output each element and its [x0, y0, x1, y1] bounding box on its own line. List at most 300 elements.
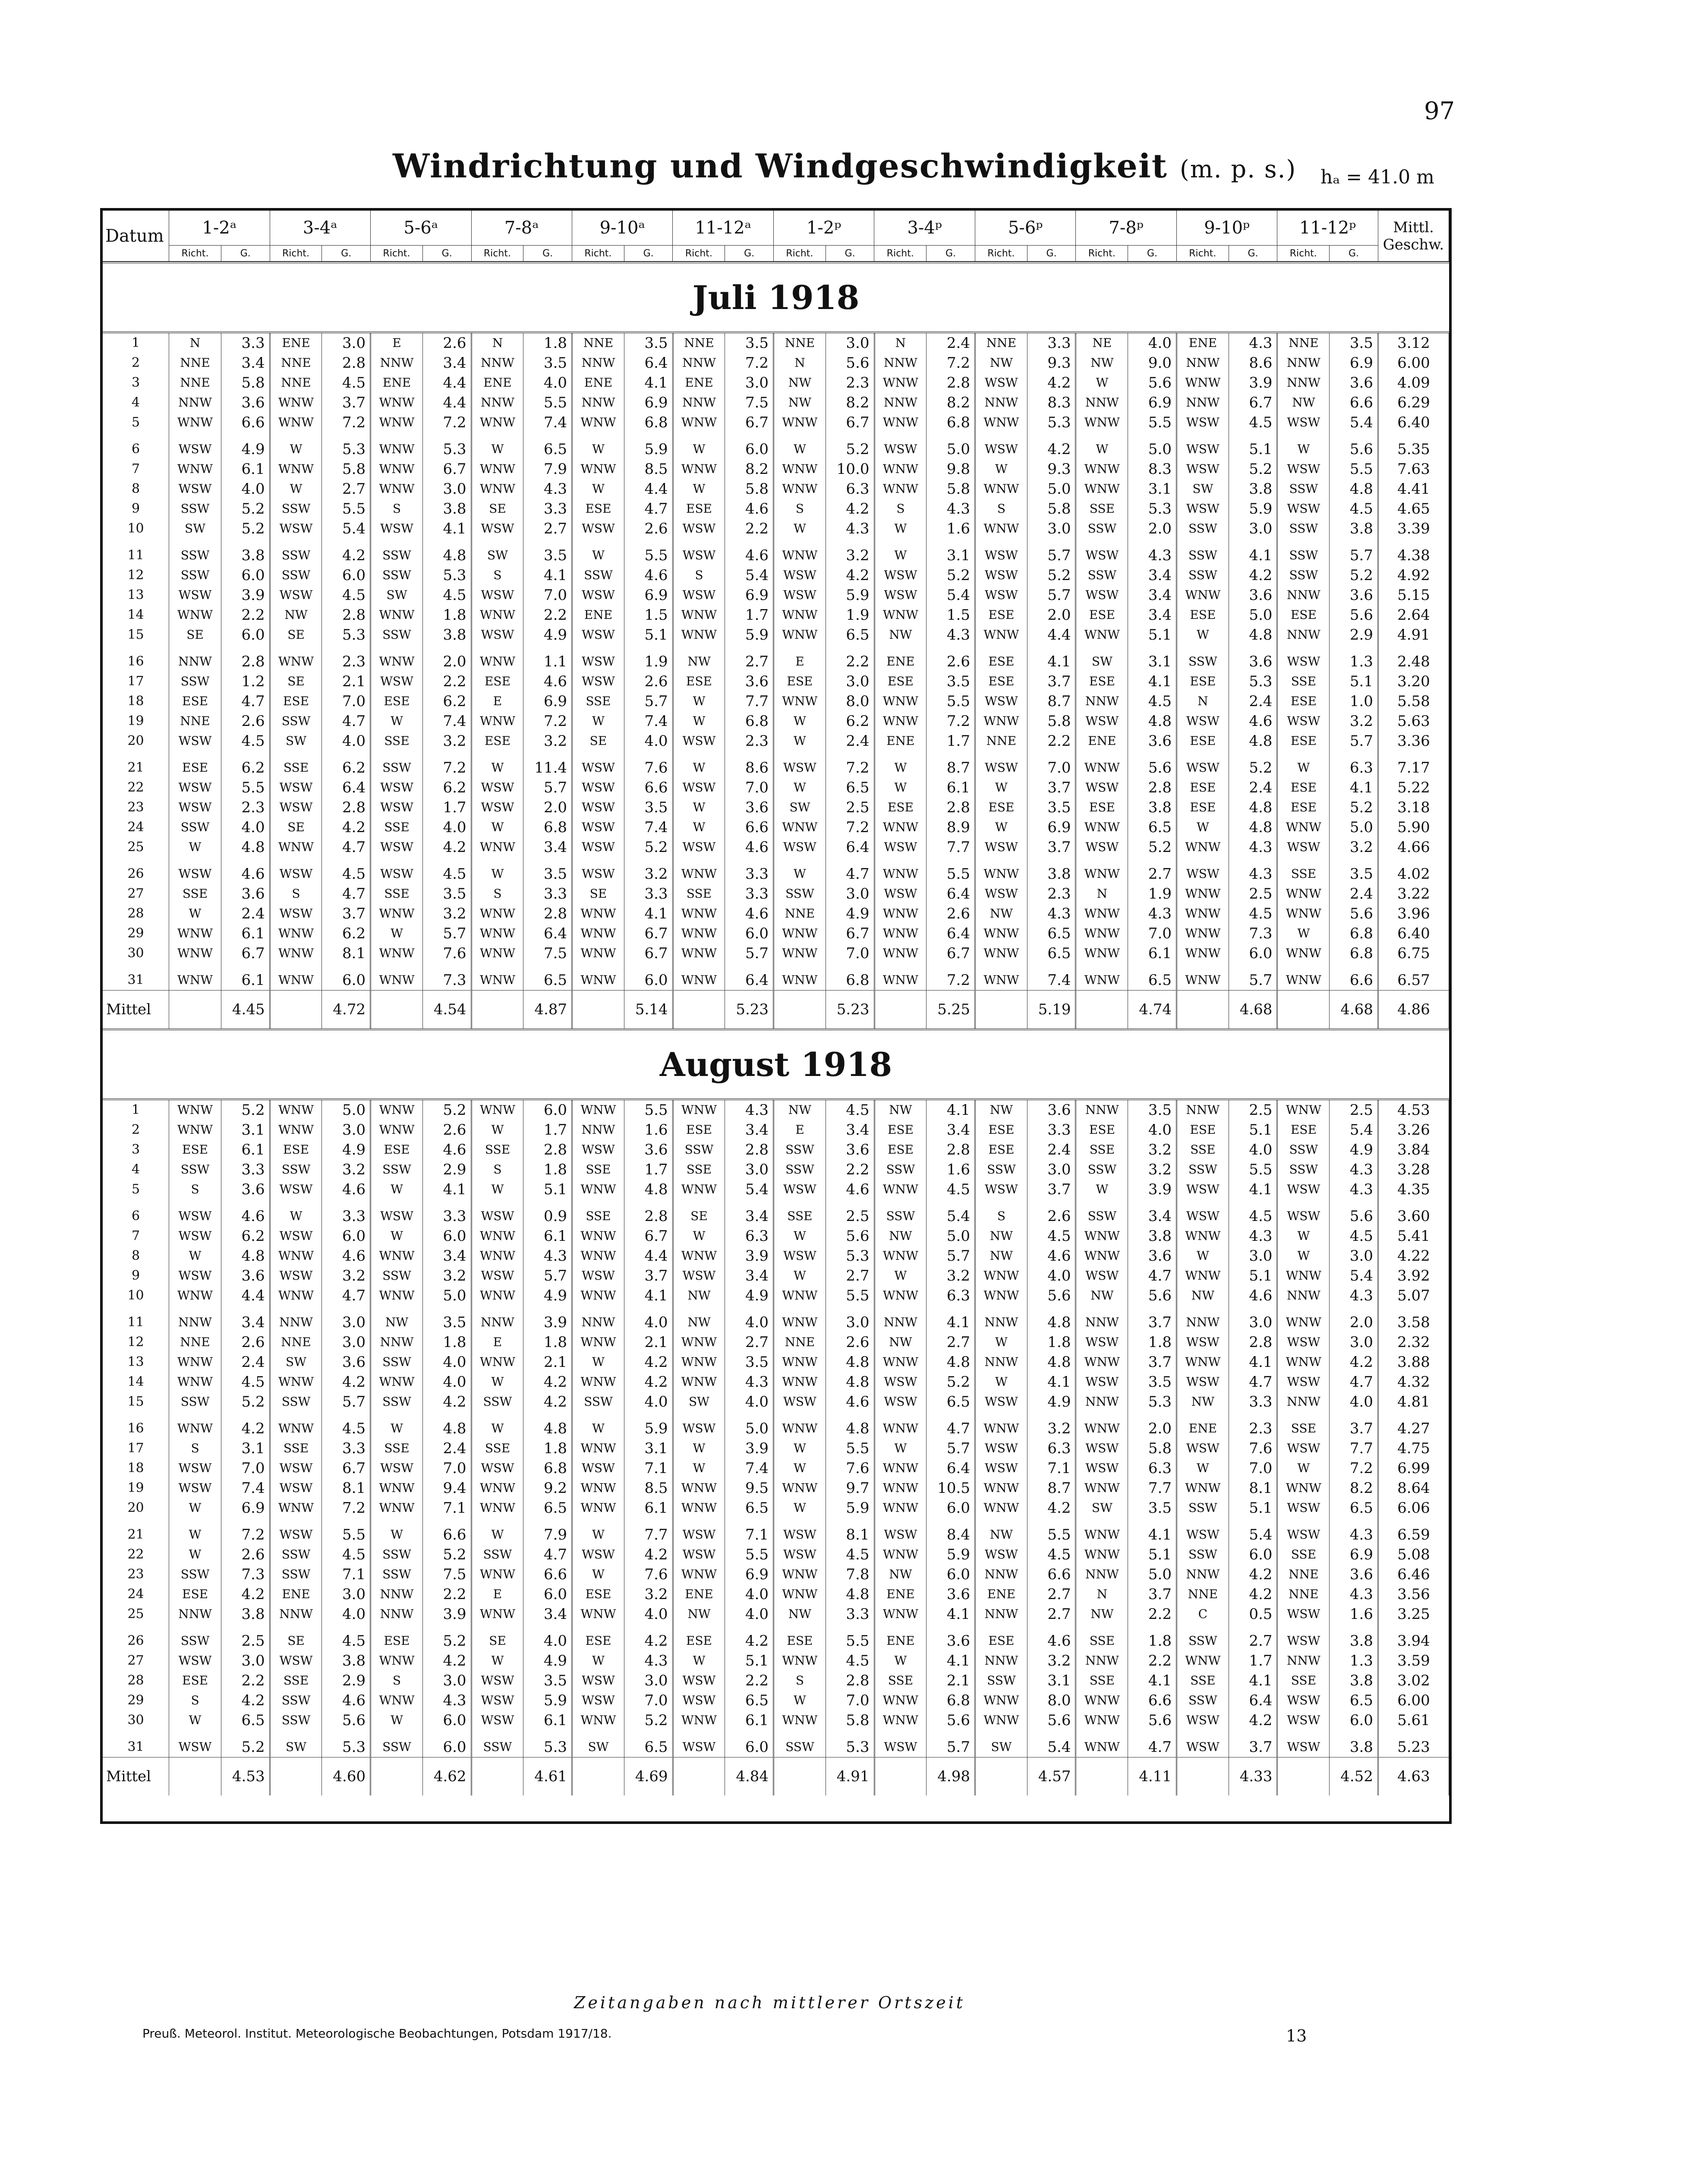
speed-cell: 8.4 — [926, 1518, 975, 1545]
direction-cell: SSW — [1176, 519, 1229, 539]
direction-cell: WNW — [975, 857, 1027, 884]
speed-cell: 2.8 — [1229, 1332, 1277, 1352]
direction-cell: W — [774, 432, 826, 459]
table-row — [103, 1160, 1449, 1180]
direction-cell: WSW — [1076, 539, 1128, 565]
direction-cell: WNW — [774, 1352, 826, 1372]
direction-cell: NNE — [1176, 1584, 1229, 1604]
header-richt: Richt. — [773, 246, 826, 262]
speed-cell: 4.6 — [322, 1691, 371, 1710]
direction-cell: WSW — [471, 798, 523, 817]
speed-cell: 3.5 — [523, 353, 572, 373]
speed-cell: 3.1 — [1128, 479, 1177, 499]
direction-cell: WSW — [270, 1458, 322, 1478]
speed-cell: 5.0 — [1027, 479, 1076, 499]
direction-cell: NNW — [1277, 1651, 1330, 1671]
direction-cell: N — [1076, 1584, 1128, 1604]
direction-cell: WSW — [169, 1266, 221, 1286]
speed-cell: 3.1 — [1128, 645, 1177, 672]
header-period: 3-4ᵖ — [874, 211, 975, 246]
direction-cell: W — [1277, 751, 1330, 778]
direction-cell: WSW — [572, 672, 624, 691]
mittel-spacer — [371, 991, 423, 1029]
speed-cell: 1.6 — [926, 519, 975, 539]
speed-cell: 1.7 — [926, 731, 975, 751]
direction-cell: WSW — [1176, 499, 1229, 519]
direction-cell: WNW — [270, 645, 322, 672]
speed-cell: 6.7 — [422, 459, 471, 479]
speed-cell: 3.3 — [523, 499, 572, 519]
speed-cell: 4.2 — [221, 1691, 270, 1710]
direction-cell: SSW — [471, 1545, 523, 1565]
mean-cell: 4.66 — [1378, 837, 1449, 857]
speed-cell: 2.7 — [725, 1332, 774, 1352]
speed-cell: 4.5 — [322, 1545, 371, 1565]
speed-cell: 7.0 — [322, 691, 371, 711]
direction-cell: SSW — [1076, 565, 1128, 585]
direction-cell: WSW — [572, 1458, 624, 1478]
direction-cell: W — [471, 1412, 523, 1439]
direction-cell: WNW — [270, 1120, 322, 1140]
direction-cell: NW — [270, 605, 322, 625]
table-row — [103, 857, 1449, 884]
direction-cell: WSW — [572, 837, 624, 857]
speed-cell: 9.3 — [1027, 459, 1076, 479]
speed-cell: 7.6 — [624, 1565, 673, 1584]
speed-cell: 5.8 — [725, 479, 774, 499]
direction-cell: NNE — [975, 333, 1027, 353]
speed-cell: 4.3 — [1229, 857, 1277, 884]
speed-cell: 4.0 — [624, 1306, 673, 1332]
speed-cell: 4.8 — [221, 1246, 270, 1266]
speed-cell: 5.6 — [1330, 605, 1378, 625]
speed-cell: 9.3 — [1027, 353, 1076, 373]
mean-cell: 3.96 — [1378, 904, 1449, 924]
direction-cell: ESE — [1176, 731, 1229, 751]
speed-cell: 1.2 — [221, 672, 270, 691]
direction-cell: WSW — [1076, 837, 1128, 857]
direction-cell: WSW — [673, 1412, 725, 1439]
speed-cell: 6.6 — [1330, 963, 1378, 991]
month-table — [103, 1100, 1449, 1795]
table-row — [103, 519, 1449, 539]
direction-cell: WNW — [270, 413, 322, 432]
header-richt: Richt. — [1277, 246, 1330, 262]
speed-cell: 5.9 — [725, 625, 774, 645]
speed-cell: 7.7 — [1128, 1478, 1177, 1498]
direction-cell: WSW — [572, 585, 624, 605]
direction-cell: WNW — [874, 605, 926, 625]
speed-cell: 10.0 — [826, 459, 874, 479]
direction-cell: S — [874, 499, 926, 519]
direction-cell: WNW — [169, 1372, 221, 1392]
direction-cell: SW — [1076, 645, 1128, 672]
speed-cell: 3.8 — [1229, 479, 1277, 499]
direction-cell: WNW — [774, 924, 826, 943]
speed-cell: 4.9 — [523, 625, 572, 645]
speed-cell: 8.1 — [322, 1478, 371, 1498]
direction-cell: NNW — [1176, 353, 1229, 373]
direction-cell: WNW — [471, 459, 523, 479]
direction-cell: WNW — [874, 1498, 926, 1518]
direction-cell: SSW — [270, 1160, 322, 1180]
mean-cell: 2.48 — [1378, 645, 1449, 672]
direction-cell: SSE — [371, 884, 423, 904]
header-period: 7-8ᵖ — [1076, 211, 1176, 246]
speed-cell: 6.8 — [523, 1458, 572, 1478]
speed-cell: 6.7 — [826, 924, 874, 943]
direction-cell: WSW — [169, 479, 221, 499]
direction-cell: NW — [975, 1518, 1027, 1545]
speed-cell: 5.6 — [826, 353, 874, 373]
speed-cell: 2.7 — [1027, 1584, 1076, 1604]
speed-cell: 3.8 — [1330, 519, 1378, 539]
speed-cell: 6.8 — [926, 1691, 975, 1710]
speed-cell: 2.4 — [826, 731, 874, 751]
mittel-mean: 4.86 — [1378, 991, 1449, 1029]
speed-cell: 7.4 — [221, 1478, 270, 1498]
table-row — [103, 751, 1449, 778]
direction-cell: NNW — [874, 1306, 926, 1332]
direction-cell: W — [774, 778, 826, 798]
table-row — [103, 373, 1449, 393]
speed-cell: 4.2 — [322, 817, 371, 837]
direction-cell: ENE — [874, 1584, 926, 1604]
mittel-spacer — [1076, 1757, 1128, 1796]
speed-cell: 3.0 — [322, 333, 371, 353]
speed-cell: 1.7 — [624, 1160, 673, 1180]
direction-cell: WSW — [1277, 1180, 1330, 1199]
direction-cell: WSW — [471, 519, 523, 539]
direction-cell: WNW — [1076, 1226, 1128, 1246]
speed-cell: 2.3 — [221, 798, 270, 817]
direction-cell: W — [572, 711, 624, 731]
direction-cell: WNW — [1076, 904, 1128, 924]
speed-cell: 3.2 — [1027, 1412, 1076, 1439]
speed-cell: 4.3 — [1229, 837, 1277, 857]
direction-cell: NNW — [975, 1604, 1027, 1624]
direction-cell: WSW — [572, 519, 624, 539]
direction-cell: WNW — [975, 963, 1027, 991]
header-g: G. — [1128, 246, 1177, 262]
direction-cell: WNW — [572, 1286, 624, 1306]
speed-cell: 7.6 — [1229, 1439, 1277, 1458]
direction-cell: WNW — [270, 963, 322, 991]
direction-cell: NNW — [1076, 1306, 1128, 1332]
speed-cell: 4.0 — [322, 731, 371, 751]
direction-cell: WSW — [1277, 1730, 1330, 1757]
speed-cell: 5.3 — [422, 432, 471, 459]
speed-cell: 4.1 — [624, 1286, 673, 1306]
speed-cell: 2.8 — [523, 1140, 572, 1160]
speed-cell: 4.2 — [1027, 373, 1076, 393]
speed-cell: 2.6 — [826, 1332, 874, 1352]
speed-cell: 3.2 — [624, 1584, 673, 1604]
speed-cell: 5.0 — [1128, 1565, 1177, 1584]
direction-cell: ESE — [975, 1624, 1027, 1651]
direction-cell: WNW — [572, 1180, 624, 1199]
speed-cell: 3.3 — [1027, 333, 1076, 353]
speed-cell: 5.7 — [624, 691, 673, 711]
day-cell: 2 — [103, 353, 169, 373]
day-cell: 27 — [103, 1651, 169, 1671]
speed-cell: 7.0 — [1027, 751, 1076, 778]
speed-cell: 7.2 — [826, 751, 874, 778]
speed-cell: 6.4 — [1229, 1691, 1277, 1710]
speed-cell: 6.5 — [221, 1710, 270, 1730]
header-g: G. — [523, 246, 572, 262]
speed-cell: 4.4 — [221, 1286, 270, 1306]
direction-cell: WNW — [471, 1565, 523, 1584]
speed-cell: 7.7 — [1330, 1439, 1378, 1458]
direction-cell: ESE — [572, 1624, 624, 1651]
speed-cell: 2.3 — [1027, 884, 1076, 904]
direction-cell: W — [572, 1518, 624, 1545]
speed-cell: 5.2 — [422, 1624, 471, 1651]
direction-cell: WNW — [1277, 1266, 1330, 1286]
direction-cell: WSW — [270, 798, 322, 817]
direction-cell: NNW — [1176, 393, 1229, 413]
speed-cell: 4.6 — [725, 837, 774, 857]
speed-cell: 6.4 — [826, 837, 874, 857]
direction-cell: NW — [1277, 393, 1330, 413]
direction-cell: WNW — [471, 904, 523, 924]
speed-cell: 4.2 — [1229, 565, 1277, 585]
speed-cell: 7.5 — [422, 1565, 471, 1584]
speed-cell: 2.2 — [221, 605, 270, 625]
table-row — [103, 333, 1449, 353]
direction-cell: W — [169, 837, 221, 857]
speed-cell: 4.6 — [1229, 711, 1277, 731]
day-cell: 25 — [103, 837, 169, 857]
direction-cell: WNW — [1277, 943, 1330, 963]
direction-cell: WSW — [1176, 1439, 1229, 1458]
speed-cell: 6.9 — [1027, 817, 1076, 837]
table-row — [103, 413, 1449, 432]
speed-cell: 4.2 — [1027, 432, 1076, 459]
direction-cell: WSW — [572, 645, 624, 672]
direction-cell: WNW — [371, 413, 423, 432]
speed-cell: 5.8 — [1128, 1439, 1177, 1458]
mean-cell: 4.81 — [1378, 1392, 1449, 1412]
direction-cell: SSW — [270, 499, 322, 519]
direction-cell: WNW — [270, 459, 322, 479]
speed-cell: 2.8 — [523, 904, 572, 924]
direction-cell: ESE — [169, 1140, 221, 1160]
direction-cell: WSW — [1277, 1439, 1330, 1458]
direction-cell: WNW — [371, 1651, 423, 1671]
speed-cell: 3.8 — [1027, 857, 1076, 884]
direction-cell: WSW — [169, 731, 221, 751]
mittel-spacer — [975, 991, 1027, 1029]
speed-cell: 3.3 — [1229, 1392, 1277, 1412]
mean-cell: 5.07 — [1378, 1286, 1449, 1306]
day-cell: 31 — [103, 1730, 169, 1757]
direction-cell: SSW — [1176, 1624, 1229, 1651]
direction-cell: NNW — [572, 1306, 624, 1332]
direction-cell: SSE — [1076, 1140, 1128, 1160]
mean-cell: 4.41 — [1378, 479, 1449, 499]
speed-cell: 4.0 — [523, 1624, 572, 1651]
speed-cell: 6.5 — [826, 778, 874, 798]
speed-cell: 3.6 — [221, 884, 270, 904]
direction-cell: SSW — [673, 1140, 725, 1160]
direction-cell: WNW — [572, 963, 624, 991]
speed-cell: 2.3 — [826, 373, 874, 393]
direction-cell: WNW — [1076, 625, 1128, 645]
direction-cell: W — [874, 1439, 926, 1458]
mittel-spacer — [774, 991, 826, 1029]
speed-cell: 5.7 — [725, 943, 774, 963]
speed-cell: 3.5 — [1027, 798, 1076, 817]
direction-cell: W — [471, 1120, 523, 1140]
speed-cell: 4.7 — [624, 499, 673, 519]
direction-cell: SSW — [169, 1392, 221, 1412]
direction-cell: W — [1176, 625, 1229, 645]
direction-cell: W — [270, 1199, 322, 1226]
direction-cell: SSE — [572, 1199, 624, 1226]
direction-cell: WNW — [572, 1332, 624, 1352]
direction-cell: WSW — [1176, 432, 1229, 459]
header-richt: Richt. — [975, 246, 1027, 262]
direction-cell: NNW — [169, 393, 221, 413]
speed-cell: 5.0 — [1330, 817, 1378, 837]
direction-cell: WSW — [1176, 857, 1229, 884]
direction-cell: NNW — [1277, 585, 1330, 605]
speed-cell: 4.1 — [1027, 1372, 1076, 1392]
speed-cell: 4.6 — [826, 1180, 874, 1199]
speed-cell: 5.7 — [1330, 539, 1378, 565]
speed-cell: 5.4 — [1330, 1120, 1378, 1140]
table-row — [103, 539, 1449, 565]
speed-cell: 6.1 — [725, 1710, 774, 1730]
speed-cell: 4.2 — [624, 1545, 673, 1565]
speed-cell: 3.6 — [826, 1140, 874, 1160]
speed-cell: 6.0 — [1229, 1545, 1277, 1565]
speed-cell: 3.5 — [725, 1352, 774, 1372]
table-row — [103, 924, 1449, 943]
direction-cell: SSE — [1277, 1545, 1330, 1565]
direction-cell: WNW — [371, 963, 423, 991]
day-cell: 19 — [103, 711, 169, 731]
speed-cell: 5.8 — [1027, 711, 1076, 731]
direction-cell: WSW — [1277, 1604, 1330, 1624]
mean-cell: 3.02 — [1378, 1671, 1449, 1691]
direction-cell: WSW — [874, 565, 926, 585]
direction-cell: WSW — [1176, 1372, 1229, 1392]
direction-cell: WSW — [774, 751, 826, 778]
table-row — [103, 605, 1449, 625]
speed-cell: 5.9 — [1229, 499, 1277, 519]
day-cell: 3 — [103, 373, 169, 393]
direction-cell: SSE — [1076, 1624, 1128, 1651]
speed-cell: 3.6 — [221, 1266, 270, 1286]
day-cell: 29 — [103, 1691, 169, 1710]
speed-cell: 6.0 — [523, 1100, 572, 1120]
direction-cell: SE — [270, 817, 322, 837]
speed-cell: 3.4 — [725, 1266, 774, 1286]
mittel-value: 4.84 — [725, 1757, 774, 1796]
speed-cell: 5.1 — [1128, 1545, 1177, 1565]
direction-cell: NNE — [169, 711, 221, 731]
direction-cell: NNE — [270, 373, 322, 393]
speed-cell: 6.3 — [926, 1286, 975, 1306]
speed-cell: 3.5 — [422, 884, 471, 904]
direction-cell: E — [471, 1332, 523, 1352]
speed-cell: 4.5 — [322, 1624, 371, 1651]
speed-cell: 7.4 — [1027, 963, 1076, 991]
direction-cell: ESE — [975, 605, 1027, 625]
direction-cell: WNW — [673, 857, 725, 884]
direction-cell: W — [673, 817, 725, 837]
speed-cell: 2.4 — [1027, 1140, 1076, 1160]
mean-cell: 6.06 — [1378, 1498, 1449, 1518]
direction-cell: WNW — [1176, 963, 1229, 991]
direction-cell: SE — [270, 1624, 322, 1651]
direction-cell: SSW — [1277, 565, 1330, 585]
direction-cell: WNW — [1076, 1545, 1128, 1565]
header-richt: Richt. — [471, 246, 523, 262]
speed-cell: 6.2 — [221, 1226, 270, 1246]
direction-cell: WNW — [1076, 1518, 1128, 1545]
direction-cell: WNW — [371, 1478, 423, 1498]
speed-cell: 4.5 — [221, 731, 270, 751]
mean-cell: 3.28 — [1378, 1160, 1449, 1180]
speed-cell: 6.8 — [523, 817, 572, 837]
speed-cell: 8.7 — [1027, 691, 1076, 711]
speed-cell: 5.2 — [422, 1545, 471, 1565]
speed-cell: 5.2 — [221, 519, 270, 539]
direction-cell: W — [169, 1710, 221, 1730]
direction-cell: WNW — [1076, 943, 1128, 963]
speed-cell: 2.2 — [725, 1671, 774, 1691]
header-g: G. — [624, 246, 673, 262]
mittel-label: Mittel — [103, 1757, 169, 1796]
speed-cell: 1.8 — [523, 1439, 572, 1458]
direction-cell: S — [169, 1180, 221, 1199]
direction-cell: N — [874, 333, 926, 353]
speed-cell: 3.0 — [1229, 519, 1277, 539]
mean-cell: 5.23 — [1378, 1730, 1449, 1757]
speed-cell: 4.3 — [926, 625, 975, 645]
direction-cell: SW — [774, 798, 826, 817]
table-row — [103, 1730, 1449, 1757]
speed-cell: 5.3 — [322, 625, 371, 645]
direction-cell: SSW — [1076, 519, 1128, 539]
direction-cell: SSE — [471, 1140, 523, 1160]
table-row — [103, 1306, 1449, 1332]
direction-cell: WSW — [975, 1180, 1027, 1199]
direction-cell: WNW — [975, 924, 1027, 943]
speed-cell: 5.1 — [523, 1180, 572, 1199]
direction-cell: WNW — [1176, 943, 1229, 963]
direction-cell: WSW — [874, 432, 926, 459]
mean-cell: 3.39 — [1378, 519, 1449, 539]
speed-cell: 2.1 — [624, 1332, 673, 1352]
speed-cell: 4.0 — [322, 1604, 371, 1624]
direction-cell: NE — [1076, 333, 1128, 353]
direction-cell: WNW — [1076, 817, 1128, 837]
direction-cell: WSW — [572, 1140, 624, 1160]
direction-cell: WSW — [471, 1710, 523, 1730]
speed-cell: 2.6 — [221, 1332, 270, 1352]
day-cell: 22 — [103, 778, 169, 798]
direction-cell: SSW — [169, 817, 221, 837]
direction-cell: WNW — [774, 1478, 826, 1498]
speed-cell: 3.4 — [523, 837, 572, 857]
speed-cell: 5.4 — [322, 519, 371, 539]
direction-cell: WSW — [673, 539, 725, 565]
